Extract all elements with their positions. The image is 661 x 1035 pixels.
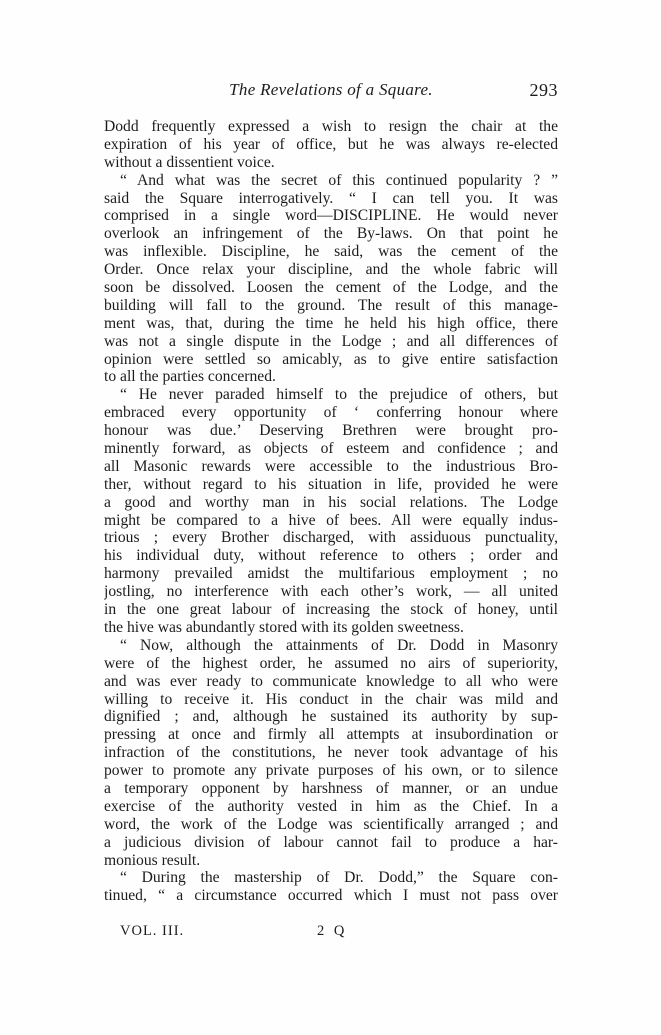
text-line: harmony prevailed amidst the multifarious employment ; no bbox=[104, 565, 558, 583]
text-line: “ And what was the secret of this continued popularity ? ” bbox=[120, 171, 558, 189]
text-line: a temporary opponent by harshness of manner, or an undue bbox=[104, 779, 558, 797]
text-line: minently forward, as objects of esteem and confidence ; and bbox=[104, 440, 558, 458]
text-line: willing to receive it. His conduct in the chair was mild and bbox=[104, 690, 558, 708]
text-line: ment was, that, during the time he held his high office, there bbox=[104, 314, 558, 332]
text-line: his individual duty, without reference to others ; order and bbox=[104, 547, 558, 565]
text-line: word, the work of the Lodge was scientifically arranged ; and bbox=[104, 815, 558, 833]
text-line: comprised in a single word—DISCIPLINE. He would never bbox=[104, 207, 558, 225]
text-line: a judicious division of labour cannot fail to produce a har- bbox=[104, 833, 558, 851]
text-line: monious result. bbox=[104, 851, 201, 869]
text-line: embraced every opportunity of ‘ conferring honour where bbox=[104, 404, 558, 422]
text-line: a good and worthy man in his social relations. The Lodge bbox=[104, 493, 558, 511]
running-title: The Revelations of a Square. bbox=[229, 80, 433, 99]
body-text bbox=[104, 118, 558, 905]
text-line: might be compared to a hive of bees. All were equally indus- bbox=[104, 511, 558, 529]
text-line: ther, without regard to his situation in life, provided he were bbox=[104, 475, 558, 493]
text-line: dignified ; and, although he sustained its authority by sup- bbox=[104, 708, 558, 726]
text-line: jostling, no interference with each other’s work, — all united bbox=[104, 583, 558, 601]
text-line: tinued, “ a circumstance occurred which I must not pass over bbox=[104, 887, 558, 905]
text-line: was inflexible. Discipline, he said, was the cement of the bbox=[104, 243, 558, 261]
text-line: Order. Once relax your discipline, and the whole fabric will bbox=[104, 261, 558, 279]
page-number: 293 bbox=[529, 80, 558, 100]
text-line: honour was due.’ Deserving Brethren were brought pro- bbox=[104, 422, 558, 440]
text-line: were of the highest order, he assumed no airs of superiority, bbox=[104, 654, 558, 672]
text-line: and was ever ready to communicate knowledge to all who were bbox=[104, 672, 558, 690]
signature-mark: 2 Q bbox=[317, 923, 348, 939]
text-line: infraction of the constitutions, he never took advantage of his bbox=[104, 744, 558, 762]
text-line: to all the parties concerned. bbox=[104, 368, 276, 386]
text-line: was not a single dispute in the Lodge ; and all differences of bbox=[104, 332, 558, 350]
text-line: trious ; every Brother discharged, with assiduous punctuality, bbox=[104, 529, 558, 547]
text-line: soon be dissolved. Loosen the cement of the Lodge, and the bbox=[104, 279, 558, 297]
text-line: “ During the mastership of Dr. Dodd,” the Square con- bbox=[120, 869, 558, 887]
text-line: “ Now, although the attainments of Dr. Dodd in Masonry bbox=[120, 636, 558, 654]
text-line: opinion were settled so amicably, as to give entire satisfaction bbox=[104, 350, 558, 368]
text-line: all Masonic rewards were accessible to the industrious Bro- bbox=[104, 457, 558, 475]
text-line: expiration of his year of office, but he was always re-elected bbox=[104, 135, 558, 153]
text-line: overlook an infringement of the By-laws. On that point he bbox=[104, 225, 558, 243]
text-line: “ He never paraded himself to the prejudice of others, but bbox=[120, 386, 558, 404]
running-head bbox=[104, 80, 558, 104]
text-line: said the Square interrogatively. “ I can tell you. It was bbox=[104, 189, 558, 207]
text-line: the hive was abundantly stored with its golden sweetness. bbox=[104, 618, 464, 636]
text-line: without a dissentient voice. bbox=[104, 153, 275, 171]
text-line: pressing at once and firmly all attempts at insubordination or bbox=[104, 726, 558, 744]
text-line: in the one great labour of increasing the stock of honey, until bbox=[104, 601, 558, 619]
text-line: Dodd frequently expressed a wish to resign the chair at the bbox=[104, 118, 558, 135]
volume-label: VOL. III. bbox=[120, 923, 185, 939]
text-line: building will fall to the ground. The result of this manage- bbox=[104, 296, 558, 314]
text-line: exercise of the authority vested in him as the Chief. In a bbox=[104, 797, 558, 815]
page-footer bbox=[120, 923, 420, 943]
text-line: power to promote any private purposes of his own, or to silence bbox=[104, 762, 558, 780]
